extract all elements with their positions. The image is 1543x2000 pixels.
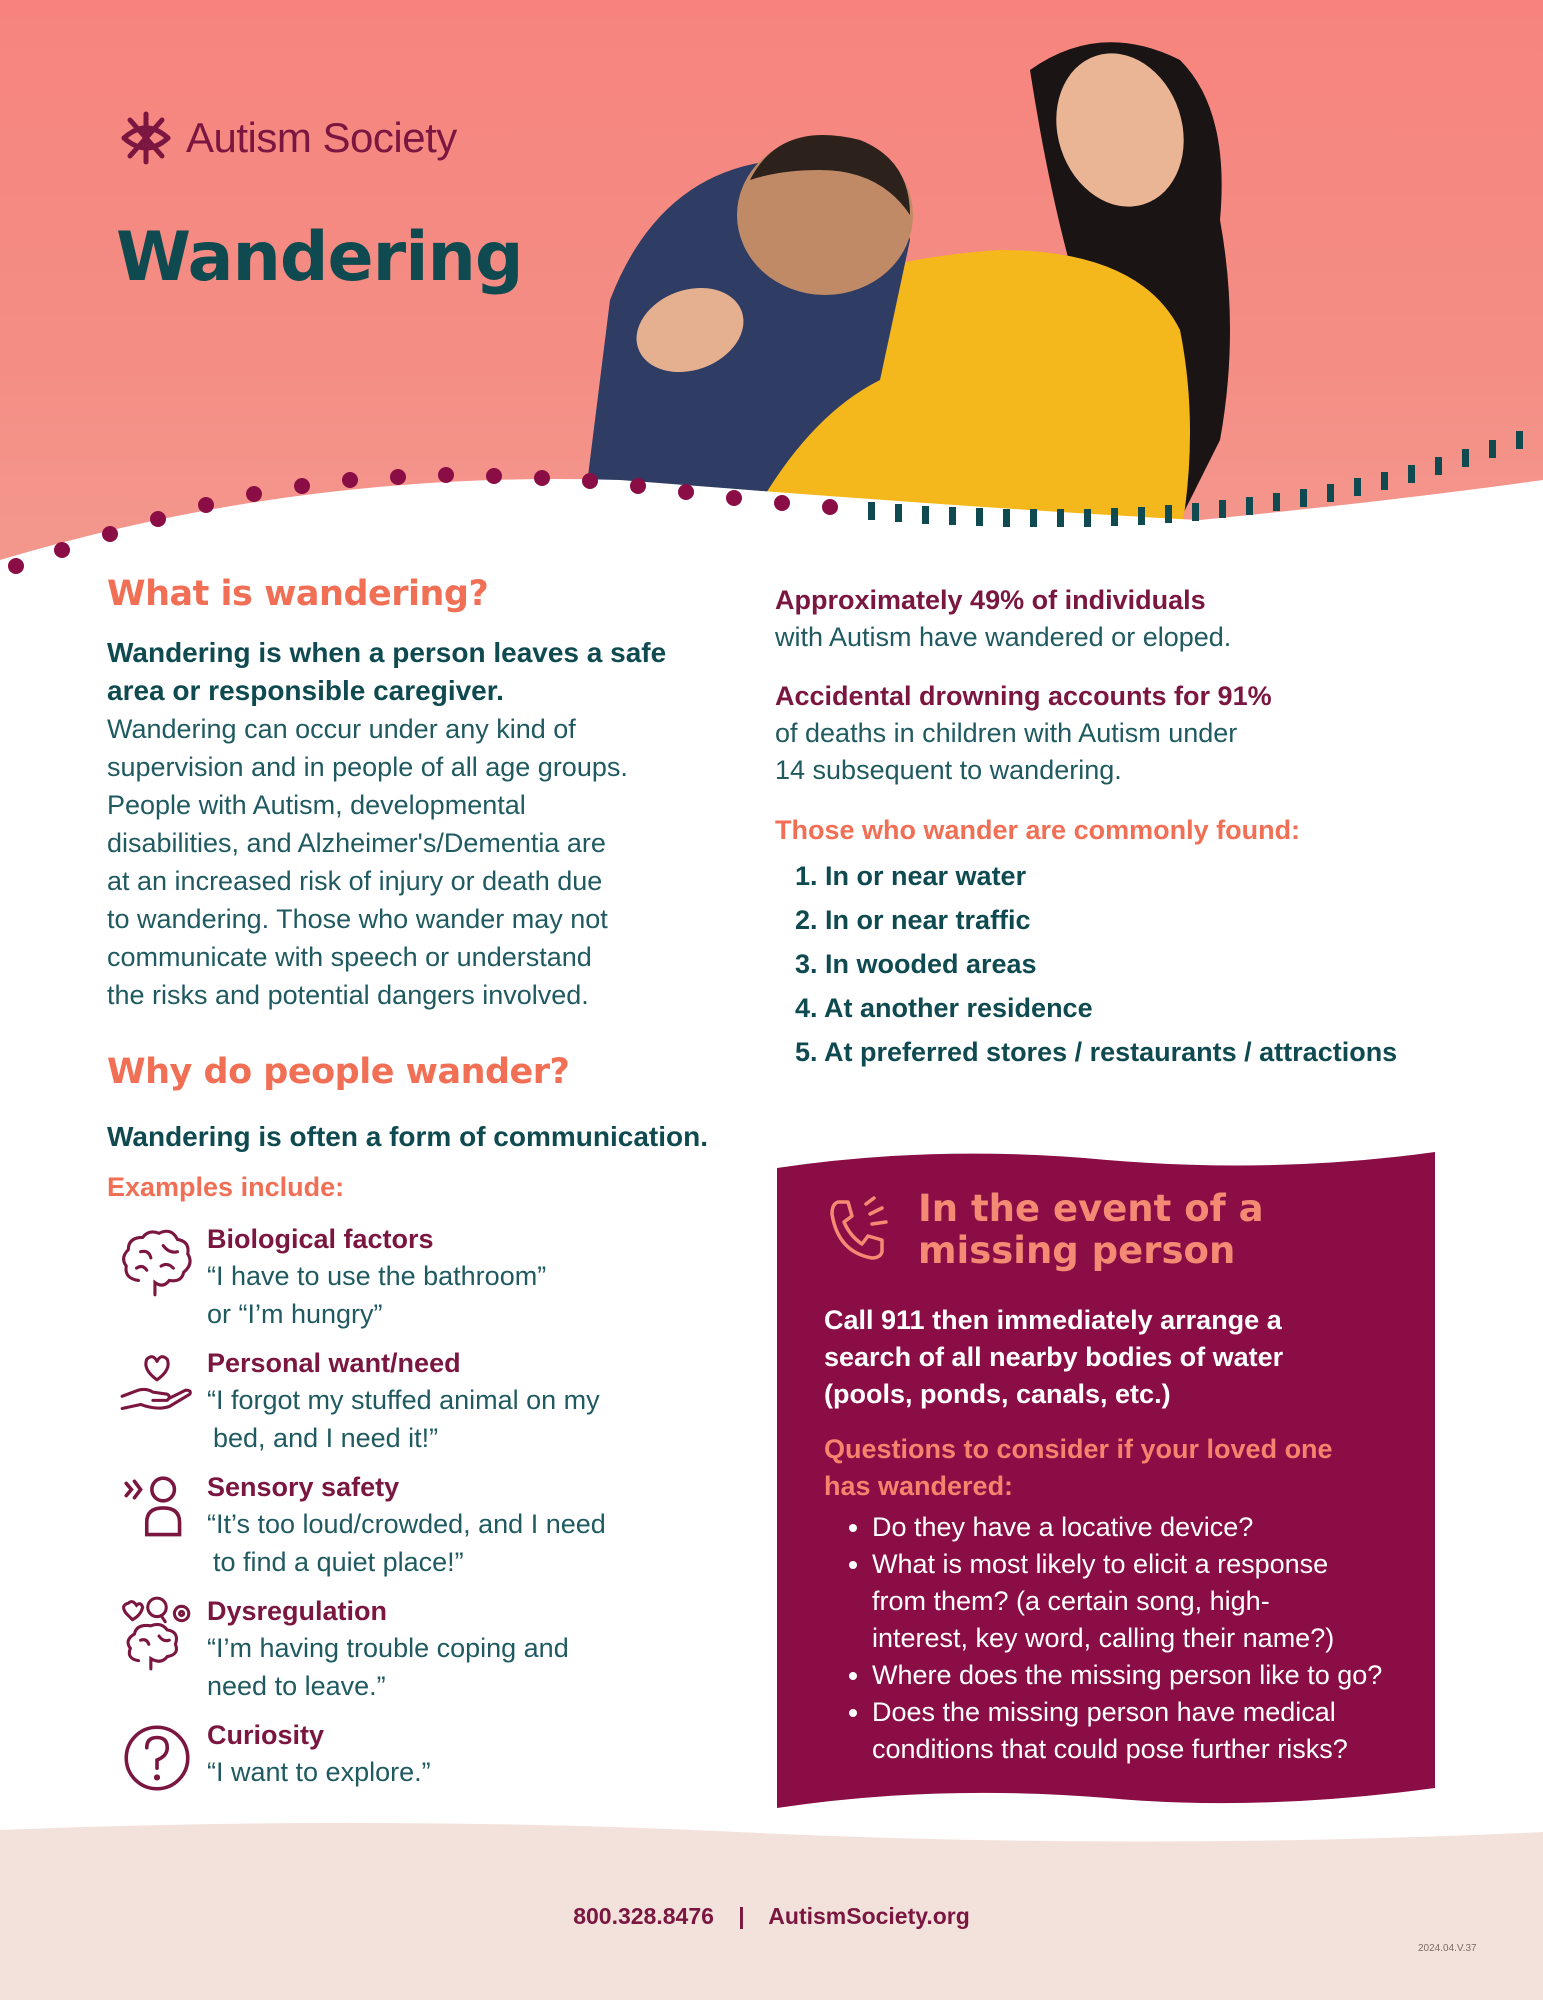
- why-heading: Why do people wander?: [107, 1052, 570, 1092]
- stat-text: 14 subsequent to wandering.: [775, 755, 1122, 785]
- org-name: Autism Society: [186, 114, 457, 161]
- what-is-lead: Wandering is when a person leaves a safe area or responsible caregiver.: [107, 637, 667, 706]
- question-line: • Does the missing person have medical: [872, 1697, 1336, 1727]
- right-column: [775, 582, 1475, 1074]
- example-quote: “I have to use the bathroom”: [207, 1261, 547, 1291]
- left-column: [107, 574, 727, 1815]
- question-icon: [116, 1717, 198, 1799]
- what-is-line: at an increased risk of injury or death due: [107, 866, 603, 896]
- example-quote: bed, and I need it!”: [213, 1423, 439, 1453]
- stat-text: with Autism have wandered or eloped.: [775, 622, 1232, 652]
- what-is-body: [107, 710, 727, 1014]
- found-item: 4. At another residence: [795, 993, 1093, 1023]
- examples-label: Examples include:: [107, 1172, 345, 1202]
- found-item: 1. In or near water: [795, 861, 1027, 891]
- example-quote: or “I’m hungry”: [207, 1299, 383, 1329]
- question-line: • What is most likely to elicit a response: [872, 1549, 1329, 1579]
- stat-block: [775, 582, 1475, 656]
- question-line: conditions that could pose further risks?: [872, 1734, 1348, 1764]
- heart-hand-icon: [116, 1345, 198, 1427]
- brain-icon: [116, 1221, 198, 1303]
- questions-heading-line: has wandered:: [824, 1471, 1014, 1501]
- what-is-line: supervision and in people of all age groups.: [107, 752, 628, 782]
- example-quote: to find a quiet place!”: [213, 1547, 464, 1577]
- what-is-line: to wandering. Those who wander may not: [107, 904, 608, 934]
- footer-separator: |: [738, 1903, 745, 1929]
- missing-lead-line: search of all nearby bodies of water: [824, 1342, 1284, 1372]
- footer-phone[interactable]: 800.328.8476: [573, 1903, 714, 1929]
- found-item: 3. In wooded areas: [795, 949, 1037, 979]
- question-item: [872, 1694, 1414, 1768]
- example-item: [107, 1593, 727, 1705]
- org-logo: [116, 108, 457, 168]
- hero-wave: [0, 0, 1543, 610]
- person-sound-icon: [116, 1469, 198, 1551]
- missing-lead: [824, 1302, 1414, 1413]
- example-item: [107, 1717, 727, 1803]
- what-is-line: People with Autism, developmental: [107, 790, 526, 820]
- autism-society-logo-icon: [116, 108, 176, 168]
- question-item: [872, 1546, 1414, 1657]
- question-line: from them? (a certain song, high-: [872, 1586, 1270, 1616]
- example-item: [107, 1221, 727, 1333]
- example-title: Dysregulation: [207, 1596, 388, 1626]
- found-item: 5. At preferred stores / restaurants / attractions: [795, 1037, 1398, 1067]
- footer-contact: [0, 1903, 1543, 1930]
- question-line: Where does the missing person like to go?: [872, 1660, 1383, 1690]
- example-item: [107, 1345, 727, 1457]
- question-item: [872, 1657, 1414, 1694]
- missing-title-line: In the event of a: [918, 1187, 1264, 1230]
- version-code: 2024.04.V.37: [1418, 1943, 1477, 1954]
- found-item: 2. In or near traffic: [795, 905, 1031, 935]
- what-is-line: disabilities, and Alzheimer's/Dementia are: [107, 828, 606, 858]
- missing-title-line: missing person: [918, 1229, 1236, 1272]
- hero-banner: [0, 0, 1543, 610]
- example-title: Curiosity: [207, 1720, 325, 1750]
- example-quote: need to leave.”: [207, 1671, 386, 1701]
- example-title: Sensory safety: [207, 1472, 400, 1502]
- questions-heading-line: Questions to consider if your loved one: [824, 1434, 1333, 1464]
- stat-block: [775, 678, 1475, 789]
- missing-lead-line: Call 911 then immediately arrange a: [824, 1305, 1282, 1335]
- what-is-heading: What is wandering?: [107, 574, 489, 614]
- why-lead: Wandering is often a form of communication.: [107, 1121, 708, 1152]
- stat-headline: Accidental drowning accounts for 91%: [775, 681, 1272, 711]
- what-is-line: Wandering can occur under any kind of: [107, 714, 576, 744]
- example-title: Personal want/need: [207, 1348, 461, 1378]
- phone-ringing-icon: [824, 1194, 896, 1266]
- brain-gears-icon: [116, 1593, 198, 1675]
- example-quote: “I’m having trouble coping and: [207, 1633, 569, 1663]
- missing-person-box: [777, 1148, 1435, 1808]
- example-item: [107, 1469, 727, 1581]
- what-is-line: communicate with speech or understand: [107, 942, 592, 972]
- question-item: [872, 1509, 1414, 1546]
- example-title: Biological factors: [207, 1224, 434, 1254]
- found-title: Those who wander are commonly found:: [775, 815, 1301, 845]
- stat-headline: Approximately 49% of individuals: [775, 585, 1206, 615]
- question-line: Do they have a locative device?: [872, 1512, 1254, 1542]
- found-list: [775, 854, 1475, 1074]
- questions-heading: [824, 1431, 1414, 1505]
- example-quote: “I forgot my stuffed animal on my: [207, 1385, 600, 1415]
- questions-list: [824, 1509, 1414, 1768]
- example-quote: “I want to explore.”: [207, 1757, 431, 1787]
- stat-text: of deaths in children with Autism under: [775, 718, 1238, 748]
- footer-website-link[interactable]: AutismSociety.org: [768, 1903, 970, 1929]
- page-title: Wandering: [116, 218, 523, 297]
- question-line: interest, key word, calling their name?): [872, 1623, 1335, 1653]
- example-quote: “It’s too loud/crowded, and I need: [207, 1509, 606, 1539]
- examples-list: [107, 1221, 727, 1803]
- missing-lead-line: (pools, ponds, canals, etc.): [824, 1379, 1171, 1409]
- what-is-line: the risks and potential dangers involved.: [107, 980, 589, 1010]
